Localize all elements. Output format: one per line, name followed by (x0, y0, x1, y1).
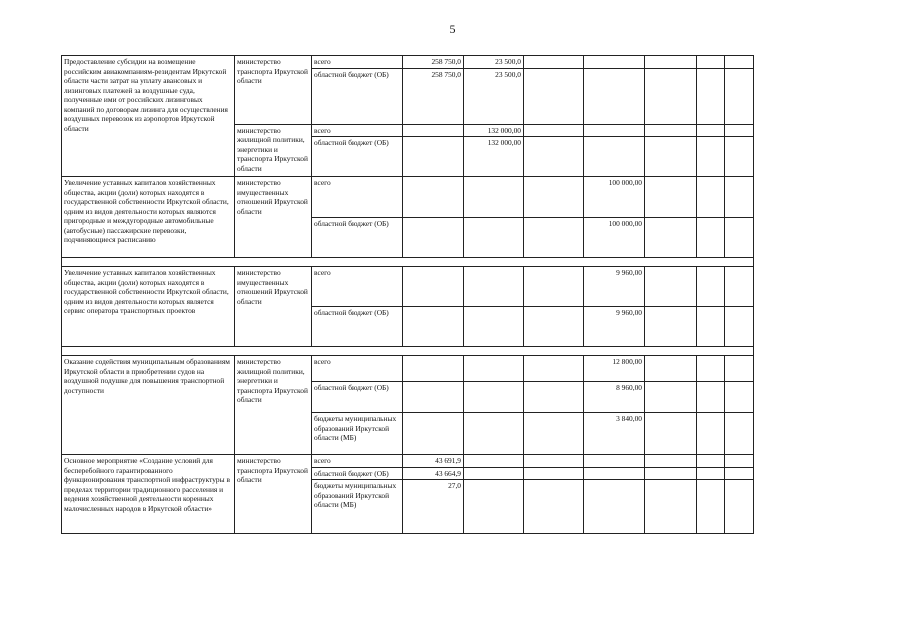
amount-cell: 8 960,00 (584, 382, 645, 413)
source-label: всего (312, 124, 403, 137)
table-row (62, 177, 754, 218)
source-label: бюджеты муниципальных образований Иркутской области (МБ) (312, 480, 403, 534)
amount-cell: 3 840,00 (584, 413, 645, 455)
executor: министерство транспорта Иркутской области (235, 455, 312, 534)
source-label: областной бюджет (ОБ) (312, 68, 403, 124)
amount-cell: 23 500,0 (464, 68, 524, 124)
table-row (62, 455, 754, 468)
amount-cell: 258 750,0 (403, 56, 464, 69)
amount-cell: 100 000,00 (584, 218, 645, 258)
amount-cell: 23 500,0 (464, 56, 524, 69)
source-label: областной бюджет (ОБ) (312, 382, 403, 413)
source-label: всего (312, 56, 403, 69)
table-row (62, 356, 754, 382)
executor: министерство имущественных отношений Иркутской области (235, 177, 312, 258)
amount-cell: 132 000,00 (464, 124, 524, 137)
executor: министерство жилищной политики, энергетики и транспорта Иркутской области (235, 356, 312, 455)
amount-cell: 100 000,00 (584, 177, 645, 218)
executor: министерство жилищной политики, энергетики и транспорта Иркутской области (235, 124, 312, 177)
source-label: всего (312, 356, 403, 382)
source-label: областной бюджет (ОБ) (312, 137, 403, 177)
amount-cell: 258 750,0 (403, 68, 464, 124)
source-label: всего (312, 177, 403, 218)
source-label: областной бюджет (ОБ) (312, 218, 403, 258)
source-label: всего (312, 267, 403, 307)
source-label: бюджеты муниципальных образований Иркутской области (МБ) (312, 413, 403, 455)
source-label: областной бюджет (ОБ) (312, 307, 403, 347)
activity-name: Основное мероприятие «Создание условий для бесперебойного гарантированного функционирования транспортной инфраструктуры в пределах территории традиционного расселения и ведения хозяйственной деятельности коренных малочисленных народов в Иркутской области» (62, 455, 235, 534)
page-number: 5 (449, 22, 456, 36)
table-row (62, 267, 754, 307)
budget-table (61, 55, 754, 534)
amount-cell: 9 960,00 (584, 267, 645, 307)
amount-cell: 132 000,00 (464, 137, 524, 177)
activity-name: Предоставление субсидии на возмещение российским авиакомпаниям-резидентам Иркутской области части затрат на уплату авансовых и лизинговых платежей за воздушные суда, полученные ими от российских лизинговых компаний по договорам лизинга для осуществления воздушных перевозок из аэропортов Иркутской области (62, 56, 235, 177)
source-label: всего (312, 455, 403, 468)
amount-cell: 9 960,00 (584, 307, 645, 347)
activity-name: Увеличение уставных капиталов хозяйственных общества, акции (доли) которых находятся в государственной собственности Иркутской области, одним из видов деятельности которых являются пригородные и междугородные автомобильные (автобусные) пассажирские перевозки, подчиняющиеся расписанию (62, 177, 235, 258)
source-label: областной бюджет (ОБ) (312, 467, 403, 480)
activity-name: Увеличение уставных капиталов хозяйственных общества, акции (доли) которых находятся в государственной собственности Иркутской области, одним из видов деятельности которых является сервис оператора транспортных проектов (62, 267, 235, 347)
amount-cell: 43 691,9 (403, 455, 464, 468)
table-row (62, 56, 754, 69)
executor: министерство имущественных отношений Иркутской области (235, 267, 312, 347)
amount-cell: 27,0 (403, 480, 464, 534)
executor: министерство транспорта Иркутской области (235, 56, 312, 125)
amount-cell: 43 664,9 (403, 467, 464, 480)
amount-cell: 12 800,00 (584, 356, 645, 382)
activity-name: Оказание содействия муниципальным образованиям Иркутской области в приобретении судов на воздушной подушке для повышения транспортной доступности (62, 356, 235, 455)
